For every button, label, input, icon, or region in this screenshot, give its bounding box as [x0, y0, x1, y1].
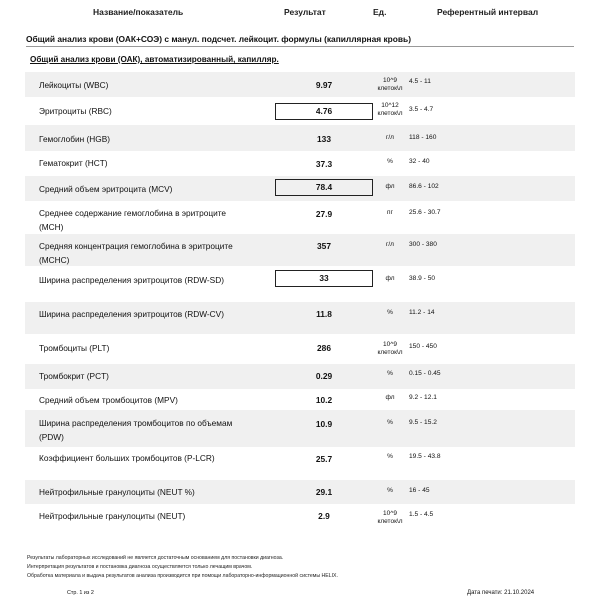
row-value: 2.9 [318, 511, 330, 521]
row-ref: 25.6 - 30.7 [409, 209, 441, 216]
row-unit: 10^9 клеток\л [377, 77, 403, 92]
header-unit: Ед. [373, 7, 387, 17]
result-row-mpv [25, 390, 575, 410]
row-name: Тромбоциты (PLT) [39, 343, 110, 353]
result-row-rbc [25, 98, 575, 124]
row-ref: 0.15 - 0.45 [409, 370, 441, 377]
result-row-pdw [25, 410, 575, 447]
row-ref: 38.9 - 50 [409, 275, 436, 282]
row-ref: 11.2 - 14 [409, 309, 435, 316]
row-name: Нейтрофильные гранулоциты (NEUT) [39, 511, 186, 521]
section-title: Общий анализ крови (ОАК+СОЭ) с манул. подсчет. лейкоцит. формулы (капиллярная кровь) [26, 34, 411, 44]
result-row-neut-pct [25, 480, 575, 504]
result-row-mchc [25, 234, 575, 266]
result-row-hgb [25, 125, 575, 151]
result-row-neut-abs [25, 505, 575, 533]
row-name: Гематокрит (HCT) [39, 158, 108, 168]
row-unit: 10^9 клеток\л [377, 341, 403, 356]
row-name: Ширина распределения эритроцитов (RDW-CV) [39, 309, 224, 319]
row-unit: % [387, 158, 393, 165]
header-result: Результат [284, 7, 326, 17]
row-value: 0.29 [315, 371, 333, 381]
subsection-title: Общий анализ крови (ОАК), автоматизированный, капилляр. [30, 55, 279, 64]
row-name: Коэффициент больших тромбоцитов (P-LCR) [39, 453, 215, 463]
row-unit: г/л [386, 134, 394, 141]
row-name: Нейтрофильные гранулоциты (NEUT %) [39, 487, 195, 497]
result-row-plcr [25, 448, 575, 480]
row-name: Средний объем эритроцита (MCV) [39, 184, 173, 194]
result-row-rdw-sd [25, 267, 575, 301]
row-value: 37.3 [315, 159, 333, 169]
row-value: 357 [317, 241, 331, 251]
row-ref: 4.5 - 11 [409, 78, 431, 85]
row-unit: % [387, 453, 393, 460]
row-unit: % [387, 370, 393, 377]
header-reference: Референтный интервал [437, 7, 539, 17]
row-unit: % [387, 419, 393, 426]
row-unit: 10^12 клеток\л [377, 102, 403, 117]
row-ref: 118 - 160 [409, 134, 437, 141]
row-name: Эритроциты (RBC) [39, 106, 112, 116]
row-value: 133 [317, 134, 331, 144]
disclaimer-line-1: Результаты лабораторных исследований не является достаточным основанием для постановки диагноза. [27, 555, 284, 561]
row-ref: 9.5 - 15.2 [409, 419, 437, 426]
row-unit: % [387, 309, 393, 316]
header-name: Название/показатель [93, 7, 184, 17]
row-ref: 300 - 380 [409, 241, 437, 248]
page-number: Стр. 1 из 2 [67, 590, 94, 596]
print-date: Дата печати: 21.10.2024 [467, 590, 535, 596]
row-name: Лейкоциты (WBC) [39, 80, 109, 90]
row-unit: фл [385, 275, 395, 282]
row-name: Среднее содержание гемоглобина в эритроците (MCH) [39, 208, 227, 232]
row-value: 29.1 [315, 487, 333, 497]
row-name: Ширина распределения тромбоцитов по объемам (PDW) [39, 418, 233, 442]
row-value: 10.2 [315, 395, 333, 405]
result-row-pct [25, 364, 575, 389]
row-value: 286 [317, 343, 331, 353]
result-row-mcv [25, 176, 575, 201]
row-name: Средняя концентрация гемоглобина в эритроците (MCHC) [39, 241, 233, 265]
row-unit: 10^9 клеток\л [377, 510, 403, 525]
row-value: 10.9 [315, 419, 333, 429]
row-ref: 16 - 45 [409, 487, 430, 494]
row-ref: 1.5 - 4.5 [409, 511, 434, 518]
result-row-plt [25, 336, 575, 364]
row-ref: 19.5 - 43.8 [409, 453, 441, 460]
section-divider [26, 46, 574, 47]
row-unit: пг [387, 209, 393, 216]
disclaimer-line-3: Обработка материала и выдача результатов анализа производится при помощи лабораторно-информационной системы HELIX. [27, 573, 338, 579]
row-value: 27.9 [315, 209, 333, 219]
row-value: 25.7 [315, 454, 333, 464]
row-value-flagged: 33 [275, 270, 373, 287]
row-unit: фл [385, 394, 395, 401]
result-row-mch [25, 202, 575, 234]
row-unit: % [387, 487, 393, 494]
row-name: Ширина распределения эритроцитов (RDW-SD) [39, 275, 224, 285]
row-name: Тромбокрит (PCT) [39, 371, 109, 381]
row-value-flagged: 4.76 [275, 103, 373, 120]
disclaimer-line-2: Интерпретация результатов и постановка диагноза осуществляется только лечащим врачом. [27, 564, 253, 570]
row-name: Гемоглобин (HGB) [39, 134, 111, 144]
row-ref: 32 - 40 [409, 158, 430, 165]
result-row-hct [25, 152, 575, 176]
row-value: 11.8 [316, 309, 332, 319]
row-ref: 3.5 - 4.7 [409, 106, 434, 113]
result-row-rdw-cv [25, 302, 575, 334]
row-value-flagged: 78.4 [275, 179, 373, 196]
row-ref: 86.6 - 102 [409, 183, 439, 190]
result-row-wbc [25, 72, 575, 97]
row-ref: 9.2 - 12.1 [409, 394, 437, 401]
row-ref: 150 - 450 [409, 343, 437, 350]
row-value: 9.97 [315, 80, 333, 90]
row-name: Средний объем тромбоцитов (MPV) [39, 395, 178, 405]
row-unit: фл [385, 183, 395, 190]
row-unit: г/л [386, 241, 394, 248]
